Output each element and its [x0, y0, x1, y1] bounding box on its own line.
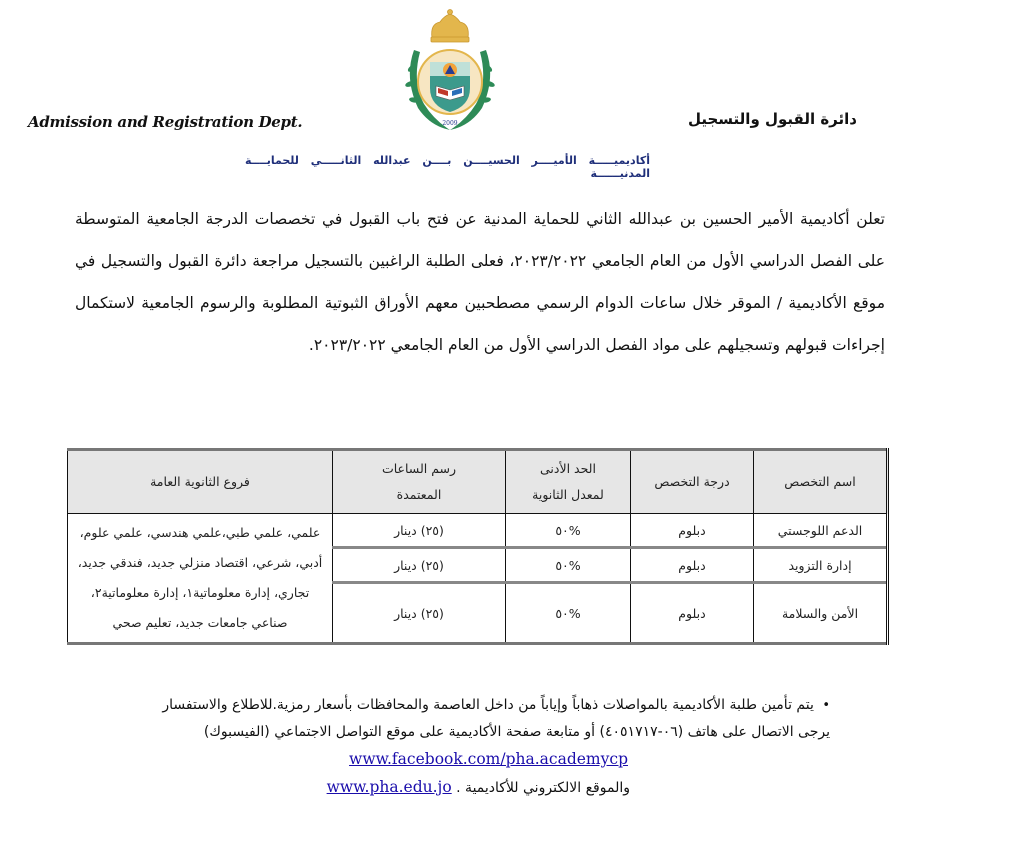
website-prefix: والموقع الالكتروني للأكاديمية . — [456, 780, 630, 796]
cell-program-name: إدارة التزويد — [754, 548, 888, 583]
cell-degree: دبلوم — [631, 583, 754, 644]
note-transport — [100, 692, 830, 719]
header-min-average — [506, 450, 631, 514]
cell-degree: دبلوم — [631, 548, 754, 583]
table-header-row — [68, 450, 888, 514]
header-fee-line2: المعتمدة — [396, 487, 442, 502]
cell-degree: دبلوم — [631, 514, 754, 548]
cell-fee: (٢٥) دينار — [333, 583, 506, 644]
dept-name-arabic: دائرة القبول والتسجيل — [687, 110, 857, 128]
cell-branches: علمي، علمي طبي،علمي هندسي، علمي علوم، أدبي، شرعي، اقتصاد منزلي جديد، فندقي جديد، تجاري، إدارة معلوماتية١، إدارة معلوماتية٢، صناعي جامعات جديد، تعليم صحي — [68, 514, 333, 644]
cell-fee: (٢٥) دينار — [333, 548, 506, 583]
header-min-average-line2: لمعدل الثانوية — [532, 487, 604, 502]
cell-program-name: الدعم اللوجستي — [754, 514, 888, 548]
header-program-name: اسم التخصص — [754, 450, 888, 514]
website-link[interactable]: www.pha.edu.jo — [326, 778, 452, 796]
programs-table-container — [67, 448, 889, 645]
dept-name-english: Admission and Registration Dept. — [28, 113, 303, 131]
note-contact: يرجى الاتصال على هاتف (٠٦-٤٠٥١٧١٧) أو متابعة صفحة الأكاديمية على موقع التواصل الاجتماعي (الفيسبوك) — [203, 724, 830, 740]
bullet-icon: • — [822, 698, 830, 713]
website-line — [100, 774, 830, 802]
note-transport-text: يتم تأمين طلبة الأكاديمية بالمواصلات ذهاباً وإياباً من داخل العاصمة والمحافظات بأسعار رمزية.للاطلاع والاستفسار — [162, 697, 814, 713]
academy-logo — [400, 8, 500, 136]
logo-year: 2009 — [442, 120, 458, 127]
cell-min-average: %٥٠ — [506, 514, 631, 548]
cell-program-name: الأمن والسلامة — [754, 583, 888, 644]
announcement-body — [75, 198, 885, 366]
academy-crest-icon — [400, 8, 500, 136]
notes-section — [100, 692, 830, 802]
header-branches: فروع الثانوية العامة — [68, 450, 333, 514]
header-fee-line1: رسم الساعات — [381, 461, 457, 476]
cell-min-average: %٥٠ — [506, 548, 631, 583]
facebook-link[interactable]: www.facebook.com/pha.academycp — [349, 750, 628, 768]
table-row — [68, 514, 888, 548]
announcement-paragraph: تعلن أكاديمية الأمير الحسين بن عبدالله الثاني للحماية المدنية عن فتح باب القبول في تخصصات الدرجة الجامعية المتوسطة على الفصل الدراسي الأول من العام الجامعي ٢٠٢٣/٢٠٢٢، فعلى الطلبة الراغبين بالتسجيل مراجعة دائرة القبول والتسجيل في موقع الأكاديمية / الموقر خلال ساعات الدوام الرسمي مصطحبين معهم الأوراق الثبوتية المطلوبة والرسوم الجامعية لاستكمال إجراءات قبولهم وتسجيلهم على مواد الفصل الدراسي الأول من العام الجامعي ٢٠٢٣/٢٠٢٢. — [75, 210, 885, 354]
header-credit-hour-fee — [333, 450, 506, 514]
cell-min-average: %٥٠ — [506, 583, 631, 644]
header-min-average-line1: الحد الأدنى — [540, 461, 596, 476]
academy-name: أكاديميـــــة الأميــــر الحسيــــن بــــن عبدالله الثانـــــي للحمايــــة المدنيــــــة — [245, 154, 650, 180]
programs-table — [67, 448, 889, 645]
header-degree: درجة التخصص — [631, 450, 754, 514]
cell-fee: (٢٥) دينار — [333, 514, 506, 548]
facebook-link-line — [100, 746, 830, 774]
